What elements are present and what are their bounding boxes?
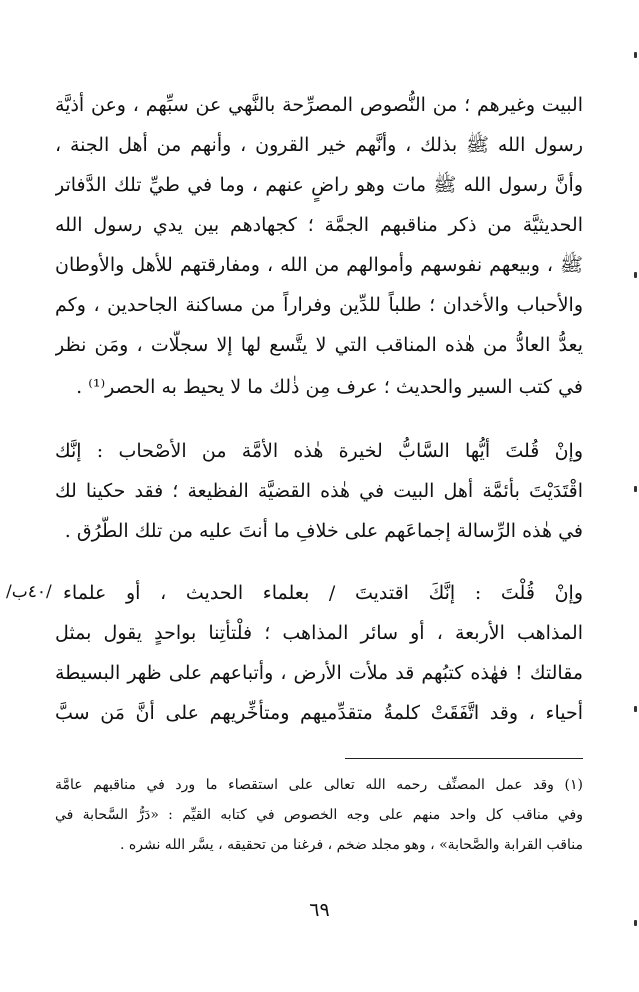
footnote-line: مناقب القرابة والصَّحابة» ، وهو مجلد ضخم ، فرغنا من تحقيقه ، يسَّر الله نشره . <box>120 837 583 853</box>
body-line: رسول الله ﷺ بذلك ، وأنَّهم خير القرون ، وأنهم من أهل الجنة ، <box>55 134 583 156</box>
body-line: والأحباب والأخدان ؛ طلباً للدِّين وفراراً من مساكنة الجاحدين ، وكم <box>55 294 583 316</box>
scan-edge-mark <box>634 272 637 278</box>
scan-edge-mark <box>634 52 637 58</box>
body-line: يعدُّ العادُّ من هٰذه المناقب التي لا يتَّسع لها إلا سجلَّات ، ومَن نظر <box>55 334 583 356</box>
body-line: مقالتك ! فهٰذه كتبُهم قد ملأت الأرض ، وأتباعهم على ظهر البسيطة <box>55 662 583 684</box>
scan-edge-mark <box>634 920 637 926</box>
body-line: وأنَّ رسول الله ﷺ مات وهو راضٍ عنهم ، وما في طيِّ تلك الدَّفاتر <box>55 174 583 196</box>
body-line: ﷺ ، وبيعهم نفوسهم وأموالهم من الله ، ومفارقتهم للأهل والأوطان <box>55 254 583 276</box>
scan-edge-mark <box>634 486 637 492</box>
body-line: الحديثيَّة من ذكر مناقبهم الجمَّة ؛ كجهادهم بين يدي رسول الله <box>55 214 583 236</box>
body-line: في هٰذه الرِّسالة إجماعَهم على خلافِ ما أنتَ عليه من تلك الطُّرُق . <box>64 520 583 542</box>
body-line: البيت وغيرهم ؛ من النُّصوص المصرِّحة بالنَّهي عن سبِّهم ، وعن أذيَّة <box>55 94 583 116</box>
footnote-line: وفي مناقب كل واحد منهم على وجه الخصوص في كتابه القيِّم : «دَرُّ السَّحابة في <box>55 807 583 823</box>
scan-edge-mark <box>634 706 637 712</box>
page-number: ٦٩ <box>309 899 330 921</box>
body-line: وإنْ قُلْتَ : إنَّكَ اقتديتَ / بعلماء الحديث ، أو علماء <box>63 582 583 604</box>
footnote-separator <box>345 758 583 759</box>
body-line: أحياء ، وقد اتَّفَقَتْ كلمةُ متقدِّميهم ومتأخِّريهم على أنَّ مَن سبَّ <box>55 702 583 724</box>
body-line: المذاهب الأربعة ، أو سائر المذاهب ؛ فلْتأتِنا بواحدٍ يقول بمثل <box>55 622 583 644</box>
body-line: وإنْ قُلتَ أيُّها السَّابُّ لخيرة هٰذه الأمَّة من الأصْحاب : إنَّك <box>55 440 583 462</box>
margin-folio-note: /٤٠ب/ <box>6 582 52 602</box>
body-line: اقْتَدَيْتَ بأئمَّة أهل البيت في هٰذه القضيَّة الفظيعة ؛ فقد حكينا لك <box>55 480 583 502</box>
body-line: في كتب السير والحديث ؛ عرف مِن ذٰلك ما لا يحيط به الحصر⁽¹⁾ . <box>76 376 583 398</box>
footnote-line: (١) وقد عمل المصنِّف رحمه الله تعالى على استقصاء ما ورد في مناقبهم عامَّة <box>55 777 583 793</box>
